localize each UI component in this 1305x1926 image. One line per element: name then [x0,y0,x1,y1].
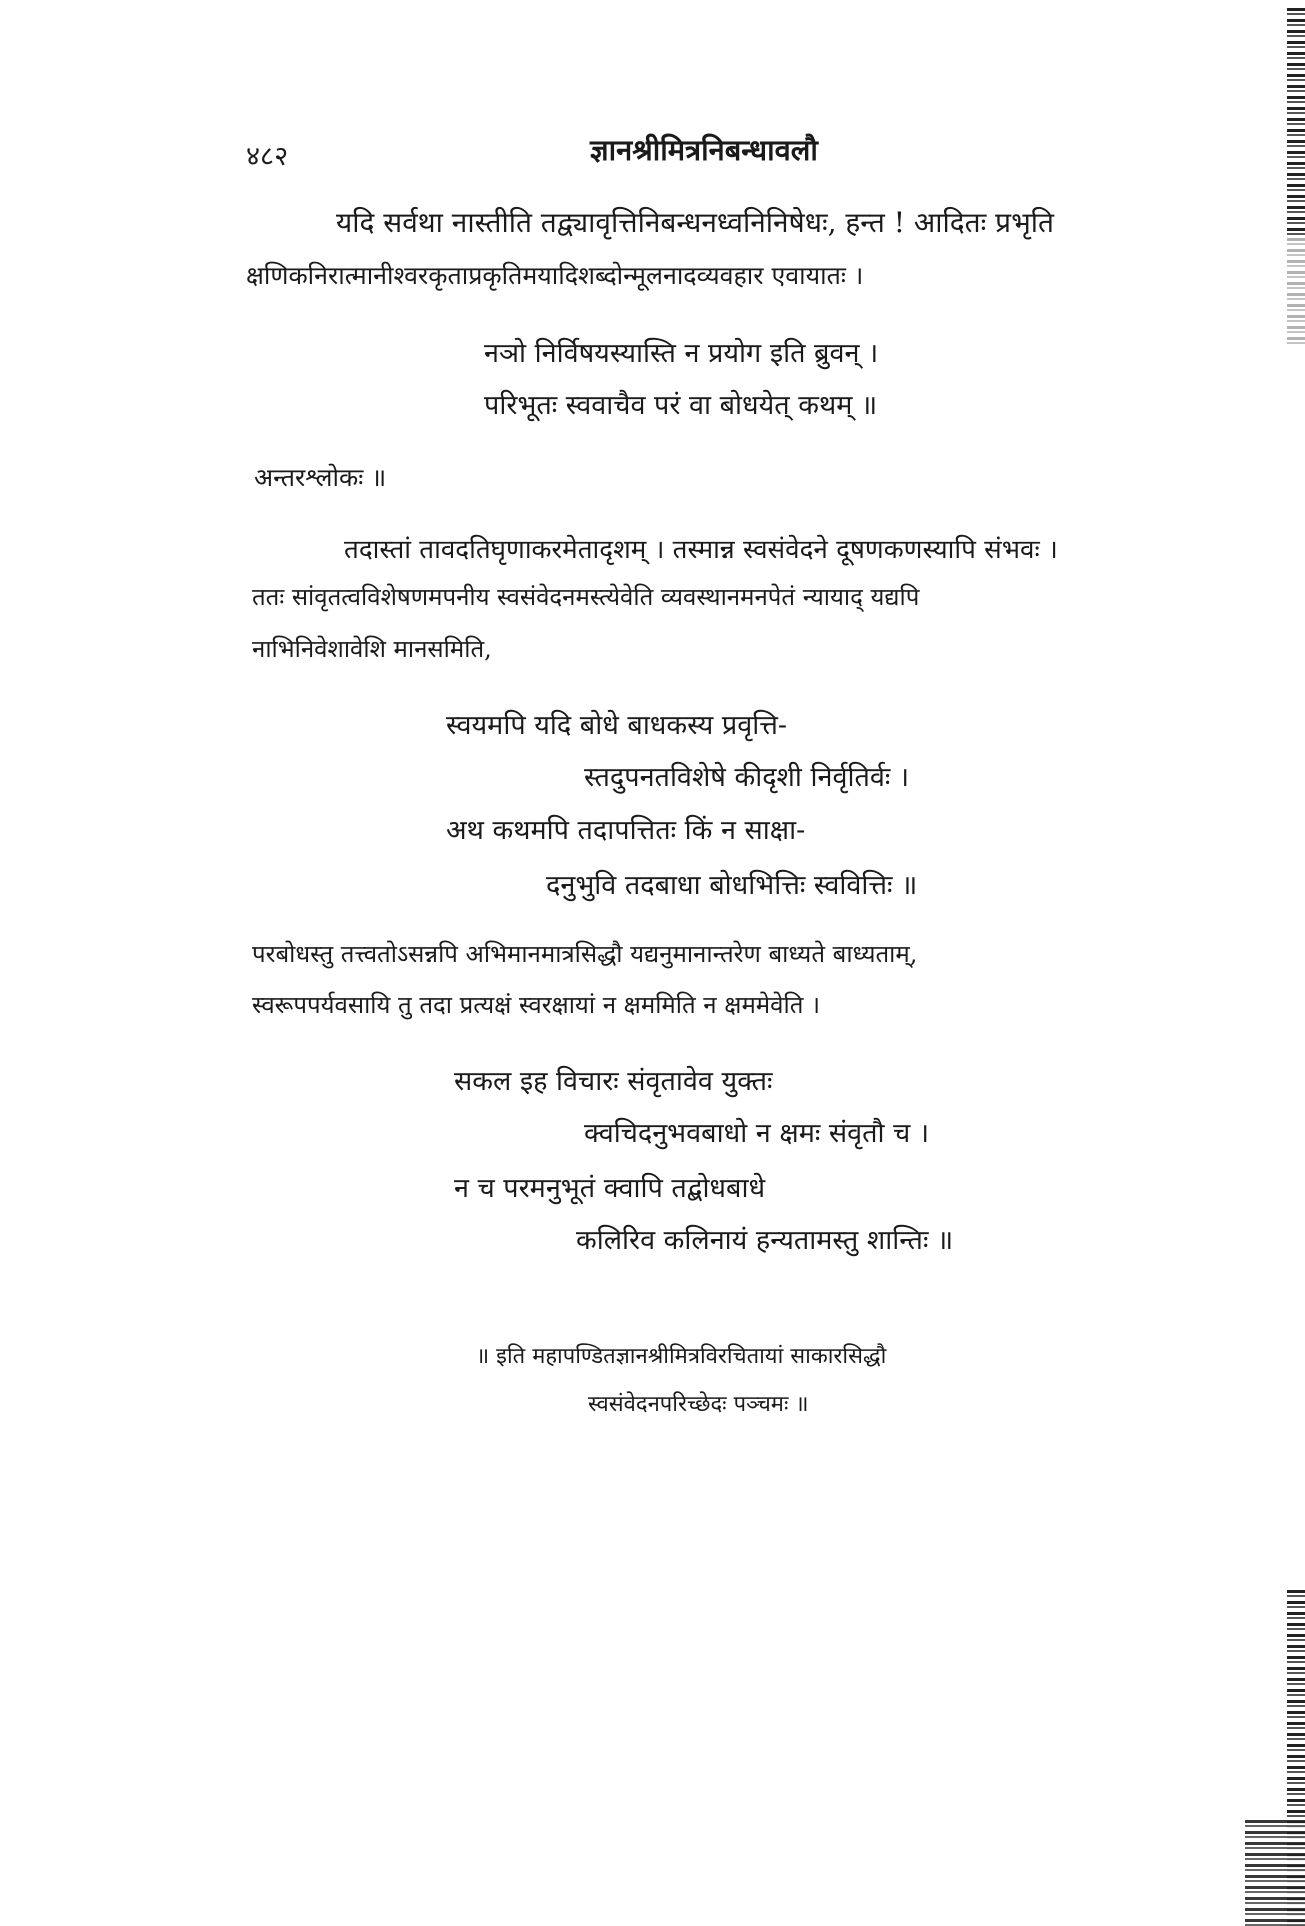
verse-line: दनुभुवि तदबाधा बोधभित्तिः स्ववित्तिः ॥ [546,870,918,901]
prose-line: तदास्तां तावदतिघृणाकरमेतादृशम् । तस्मान्न स्वसंवेदने दूषणकणस्यापि संभवः । [344,535,1058,565]
scan-edge-shadow [1287,8,1305,238]
verse-line: परिभूतः स्ववाचैव परं वा बोधयेत् कथम् ॥ [484,390,878,421]
verse-line: स्वयमपि यदि बोधे बाधकस्य प्रवृत्ति- [446,710,788,741]
scan-edge-shadow [1245,1820,1305,1926]
page-number: ४८२ [246,141,289,172]
prose-line: क्षणिकनिरात्मानीश्वरकृताप्रकृतिमयादिशब्दोन्मूलनादव्यवहार एवायातः । [246,261,864,290]
prose-line: परबोधस्तु तत्त्वतोऽसन्नपि अभिमानमात्रसिद्धौ यद्यनुमानान्तरेण बाध्यते बाध्यताम्, [252,940,918,968]
scan-edge-shadow [1287,238,1305,348]
verse-line: क्वचिदनुभवबाधो न क्षमः संवृतौ च । [584,1118,930,1149]
verse-line: न च परमनुभूतं क्वापि तद्बोधबाधे [454,1173,766,1204]
prose-line: स्वरूपपर्यवसायि तु तदा प्रत्यक्षं स्वरक्षायां न क्षममिति न क्षममेवेति । [252,991,821,1019]
colophon-line: स्वसंवेदनपरिच्छेदः पञ्चमः ॥ [588,1392,809,1417]
prose-line: नाभिनिवेशावेशि मानसमिति, [252,635,492,663]
prose-line: ततः सांवृतत्वविशेषणमपनीय स्वसंवेदनमस्त्येवेति व्यवस्थानमनपेतं न्यायाद् यद्यपि [252,583,920,611]
verse-line: सकल इह विचारः संवृतावेव युक्तः [454,1066,773,1097]
verse-line: कलिरिव कलिनायं हन्यतामस्तु शान्तिः ॥ [576,1225,954,1256]
prose-line: यदि सर्वथा नास्तीति तद्व्यावृत्तिनिबन्धनध्वनिनिषेधः, हन्त ! आदितः प्रभृति [336,206,1055,239]
verse-line: स्तदुपनतविशेषे कीदृशी निर्वृतिर्वः । [584,762,910,793]
section-label: अन्तरश्लोकः ॥ [254,463,387,492]
verse-line: अथ कथमपि तदापत्तितः किं न साक्षा- [446,815,806,846]
verse-line: नञो निर्विषयस्यास्ति न प्रयोग इति ब्रुवन् । [484,338,879,369]
running-title: ज्ञानश्रीमित्रनिबन्धावलौ [590,133,818,167]
colophon-line: ॥ इति महापण्डितज्ञानश्रीमित्रविरचितायां साकारसिद्धौ [476,1344,887,1369]
